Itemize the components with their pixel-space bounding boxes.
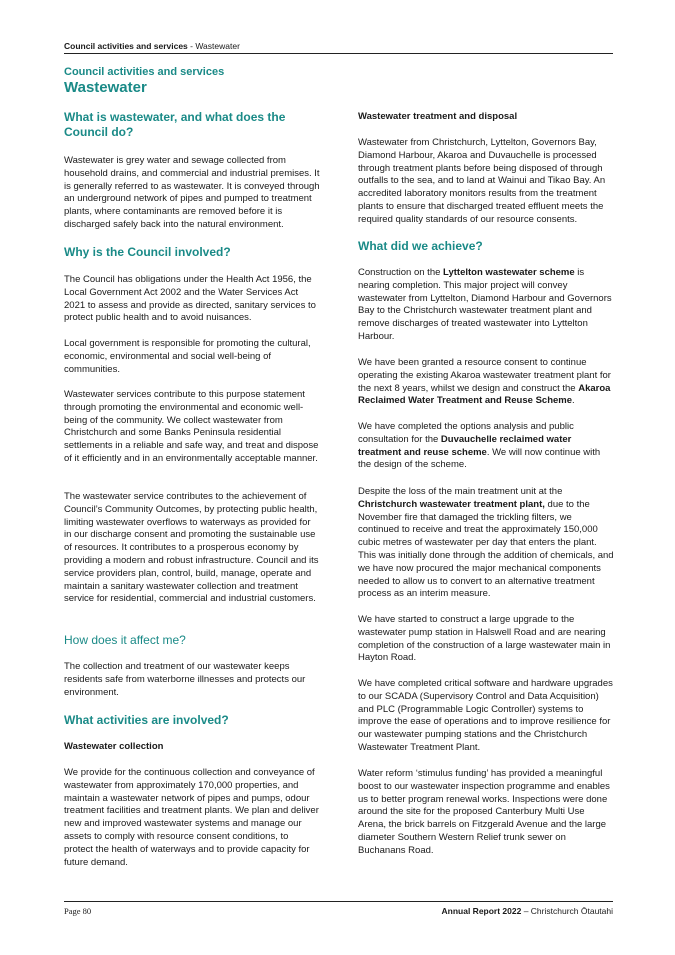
heading-what-is-wastewater: What is wastewater, and what does the Council do? [64,110,286,139]
report-name: Annual Report 2022 [441,906,522,916]
heading-activities: What activities are involved? [64,713,229,727]
section-kicker: Council activities and services [64,66,225,78]
page-number: Page 80 [64,906,92,916]
paragraph-christchurch-plant [358,486,614,601]
header-subsection: - Wastewater [187,41,240,51]
paragraph-local-government: Local government is responsible for promoting the cultural, economic, environmental and social well-being of communities. [64,338,311,375]
text-run: due to the November fire that damaged the trickling filters, we continued to receive and treat the approximately 150,000 cubic metres of wastewater per day that enters the plant. This was initially done through the addition of chemicals, and we have now procured the major mechanical components needed to allow us to convert to an alternative treatment process as an interim measure. [358,498,614,600]
paragraph-community-outcomes: The wastewater service contributes to the achievement of Council’s Community Outcomes, by protecting public health, limiting wastewater overflows to waterways as provided for in our discharge consent and promoting the sustainable use of resources. It contributes to a prosperous economy by providing a modern and robust infrastructure. Council and its service providers plan, control, build, manage, operate and maintain a sanitary wastewater collection and treatment service for residential, commercial and industrial customers. [64,491,319,605]
text-run-bold: Duvauchelle reclaimed water treatment and reuse scheme [358,433,572,458]
text-run-bold: Lyttelton wastewater scheme [443,267,575,278]
heading-achievements: What did we achieve? [358,239,483,253]
report-city: – Christchurch Ōtautahi [521,906,613,916]
text-run: is nearing completion. This major project will convey wastewater from Lyttelton, Diamond Harbour and Governors Bay to the Christchurch wastewater treatment plant and remove discharges of treated wastewater into Lyttelton Harbour. [358,267,612,342]
paragraph-duvauchelle-scheme [358,421,614,472]
text-run-bold: Akaroa Reclaimed Water Treatment and Reuse Scheme [358,382,611,407]
heading-treatment-disposal: Wastewater treatment and disposal [358,111,518,122]
paragraph-obligations: The Council has obligations under the Health Act 1956, the Local Government Act 2002 and the Water Services Act 2021 to assess and provide as directed, sanitary services to protect public health and to avoid nuisances. [64,274,316,324]
heading-why-involved: Why is the Council involved? [64,245,231,259]
header-divider [64,53,613,54]
text-run: Despite the loss of the main treatment unit at the [358,486,563,497]
paragraph-purpose-statement: Wastewater services contribute to this purpose statement through promoting the environmental and economic well-being of the community. We collect wastewater from Christchurch and some Banks Peninsula residential settlements in a reliable and safe way, and treat and dispose of it efficiently and in an environmentally acceptable manner. [64,389,319,464]
heading-how-affects-me: How does it affect me? [64,633,186,647]
page-title: Wastewater [64,79,147,96]
paragraph-how-affects-me: The collection and treatment of our wastewater keeps residents safe from waterborne illnesses and protects our environment. [64,661,306,698]
text-run: We have been granted a resource consent to continue operating the existing Akaroa wastewater treatment plant for the next 8 years, whilst we design and construct the [358,357,611,394]
paragraph-stimulus-funding: Water reform ‘stimulus funding’ has provided a meaningful boost to our wastewater inspection programme and enables us to better program renewal works. Inspections were done around the site for the proposed Canterbury Multi Use Arena, the brick barrels on Fitzgerald Avenue and the large diameter Southern Western Relief trunk sewer on Buchanans Road. [358,768,610,856]
paragraph-scada-upgrades: We have completed critical software and hardware upgrades to our SCADA (Supervisory Control and Data Acquisition) and PLC (Programmable Logic Controller) systems to improve the ease of operations and to improve resilience for our wastewater pumping stations and the Christchurch Wastewater Treatment Plant. [358,678,613,753]
text-run: . We will now continue with the design of the scheme. [358,446,601,471]
paragraph-akaroa-scheme [358,357,614,408]
paragraph-treatment-disposal: Wastewater from Christchurch, Lyttelton, Governors Bay, Diamond Harbour, Akaroa and Duvauchelle is processed through treatment plants before being disposed of through outfalls to the sea, and to land at Wainui and Tikao Bay. An accredited laboratory monitors results from the treatment plants to ensure that discharged treated effluent meets the required quality standards of our resource consents. [358,137,606,225]
paragraph-wastewater-collection: We provide for the continuous collection and conveyance of wastewater from approximately 170,000 properties, and maintain a wastewater network of pipes and pumps, odour treatment facilities and treatment plants. We plan and deliver new and improved wastewater systems and manage our assets to comply with resource consent conditions, to protect the health of waterways and to provide capacity for future demand. [64,767,319,868]
report-title [442,906,613,916]
text-run: We have completed the options analysis and public consultation for the [358,421,574,445]
heading-wastewater-collection: Wastewater collection [64,741,164,752]
text-run-bold: Christchurch wastewater treatment plant, [358,498,545,510]
paragraph-pump-station: We have started to construct a large upgrade to the wastewater pump station in Halswell Road and are nearing completion of the construction of a large wastewater main in Hayton Road. [358,614,611,664]
header-section: Council activities and services [64,41,188,51]
running-header [64,41,613,51]
paragraph-lyttelton-scheme [358,267,614,344]
text-run: Construction on the [358,267,444,278]
paragraph-what-is-wastewater: Wastewater is grey water and sewage collected from household drains, and commercial and industrial premises. It is generally referred to as wastewater. It is conveyed through an underground network of pipes and pumped to treatment plants, where contaminants are removed before it is discharged safely back into the natural environment. [64,155,320,230]
footer-divider [64,901,613,902]
text-run: . [572,395,575,407]
